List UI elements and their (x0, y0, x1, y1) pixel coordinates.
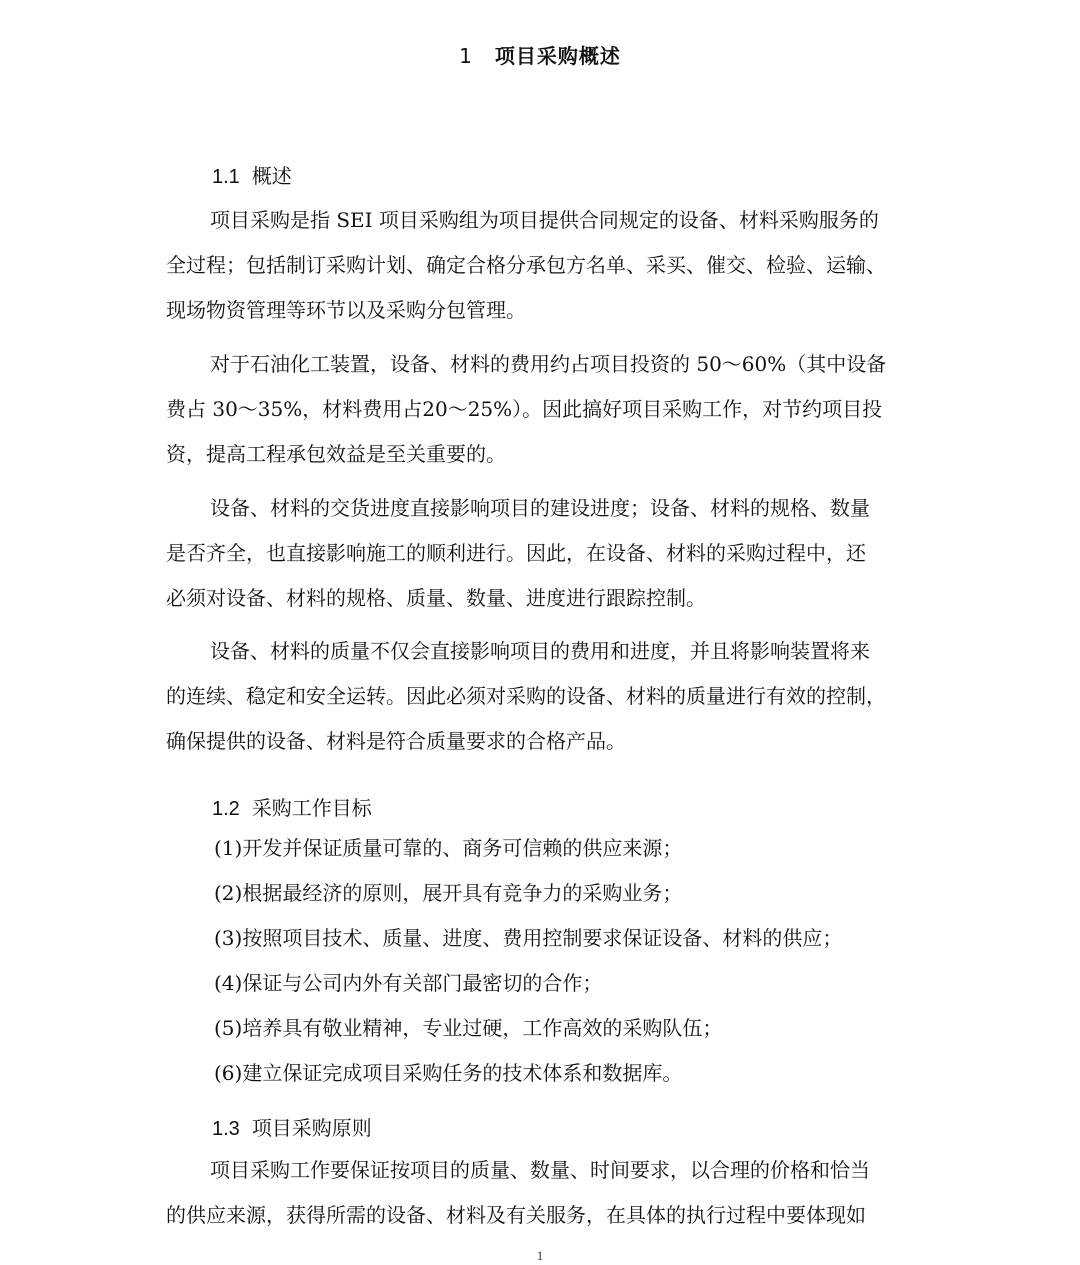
text-line: 对于石油化工装置，设备、材料的费用约占项目投资的 50～60%（其中设备 (210, 352, 887, 376)
text-line: 项目采购是指 SEI 项目采购组为项目提供合同规定的设备、材料采购服务的 (210, 208, 879, 232)
section-title: 采购工作目标 (251, 796, 372, 820)
section-heading-1-1 (212, 160, 292, 189)
list-item: (4)保证与公司内外有关部门最密切的合作； (214, 971, 603, 995)
text-line: 费占 30～35%，材料费用占20～25%）。因此搞好项目采购工作，对节约项目投 (166, 397, 883, 421)
text-line: 现场物资管理等环节以及采购分包管理。 (166, 298, 526, 322)
section-heading-1-3 (212, 1112, 372, 1141)
section-title: 概述 (251, 164, 292, 188)
title-number: 1 (459, 44, 473, 68)
section-number: 1.3 (212, 1118, 240, 1140)
title-text: 项目采购概述 (494, 44, 621, 68)
paragraph-principles (166, 1148, 926, 1238)
text-line: 的供应来源，获得所需的设备、材料及有关服务，在具体的执行过程中要体现如 (166, 1203, 866, 1227)
paragraph-overview-3 (166, 486, 926, 621)
text-line: 资，提高工程承包效益是至关重要的。 (166, 442, 506, 466)
text-line: 必须对设备、材料的规格、质量、数量、进度进行跟踪控制。 (166, 586, 706, 610)
text-line: 确保提供的设备、材料是符合质量要求的合格产品。 (166, 729, 626, 753)
list-item: (2)根据最经济的原则，展开具有竞争力的采购业务； (214, 881, 683, 905)
goals-list (214, 826, 944, 1096)
text-line: 全过程；包括制订采购计划、确定合格分承包方名单、采买、催交、检验、运输、 (166, 253, 886, 277)
section-heading-1-2 (212, 792, 372, 821)
paragraph-overview-4 (166, 629, 926, 764)
paragraph-overview-2 (166, 342, 926, 477)
text-line: 是否齐全，也直接影响施工的顺利进行。因此，在设备、材料的采购过程中，还 (166, 541, 866, 565)
document-title (0, 40, 1080, 69)
paragraph-overview-1 (166, 198, 926, 333)
text-line: 项目采购工作要保证按项目的质量、数量、时间要求，以合理的价格和恰当 (210, 1158, 870, 1182)
list-item: (6)建立保证完成项目采购任务的技术体系和数据库。 (214, 1061, 683, 1085)
section-title: 项目采购原则 (251, 1116, 372, 1140)
section-number: 1.1 (212, 166, 240, 188)
section-number: 1.2 (212, 798, 240, 820)
page-number: 1 (536, 1248, 544, 1263)
list-item: (1)开发并保证质量可靠的、商务可信赖的供应来源； (214, 836, 683, 860)
list-item: (5)培养具有敬业精神，专业过硬，工作高效的采购队伍； (214, 1016, 723, 1040)
text-line: 设备、材料的交货进度直接影响项目的建设进度；设备、材料的规格、数量 (210, 496, 870, 520)
list-item: (3)按照项目技术、质量、进度、费用控制要求保证设备、材料的供应； (214, 926, 843, 950)
text-line: 的连续、稳定和安全运转。因此必须对采购的设备、材料的质量进行有效的控制， (166, 684, 886, 708)
text-line: 设备、材料的质量不仅会直接影响项目的费用和进度，并且将影响装置将来 (210, 639, 870, 663)
